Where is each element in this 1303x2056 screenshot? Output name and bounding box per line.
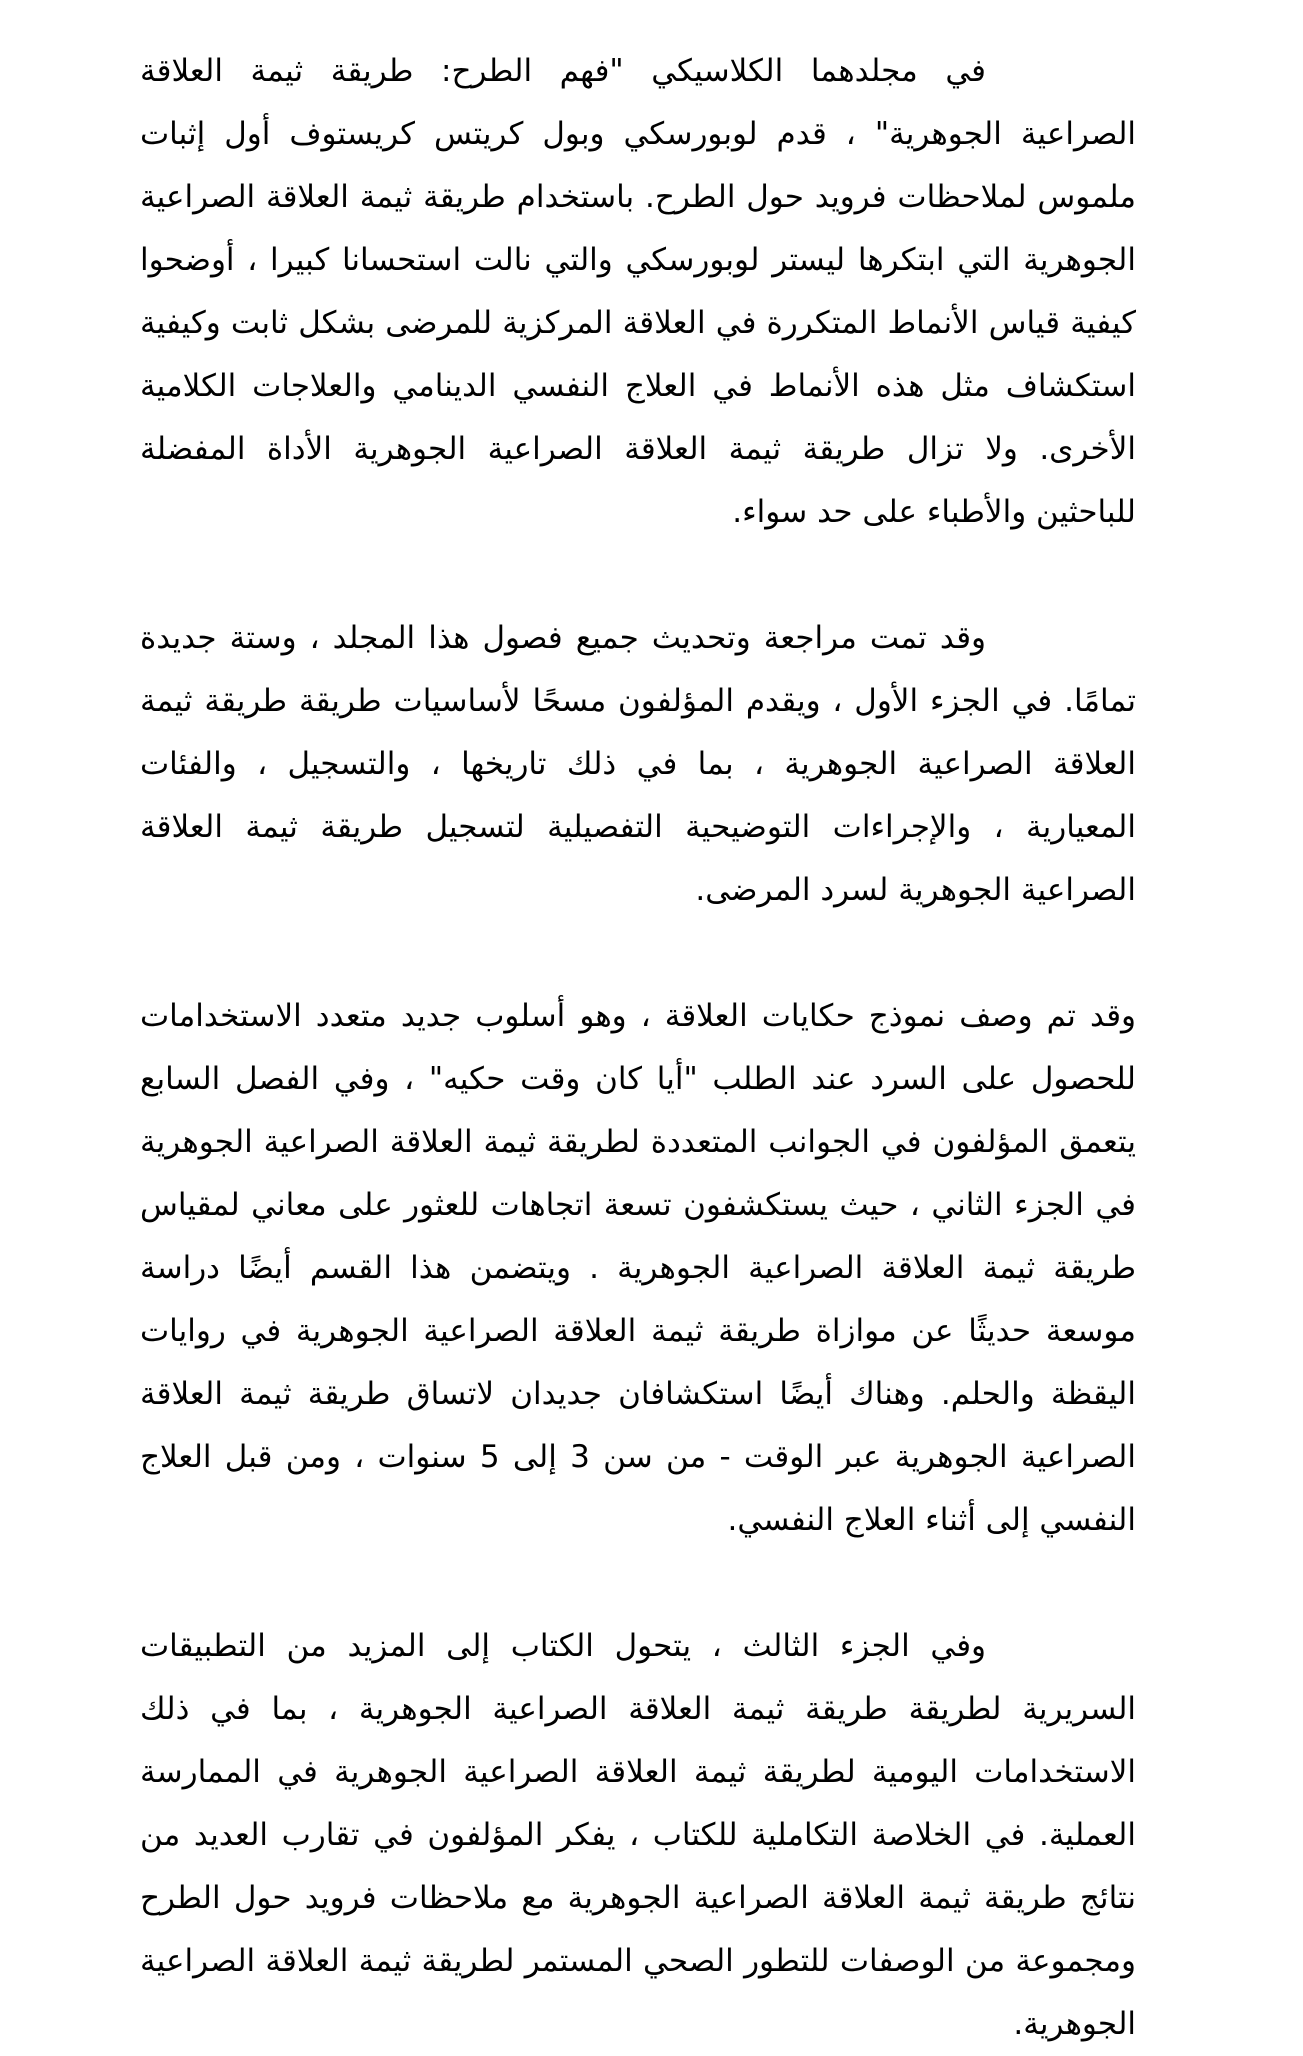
paragraph-1: في مجلدهما الكلاسيكي "فهم الطرح: طريقة ثيمة العلاقة الصراعية الجوهرية" ، قدم لوبورسكي وبول كريتس كريستوف أول إثبات ملموس لملاحظات فرويد حول الطرح. باستخدام طريقة ثيمة العلاقة الصراعية الجوهرية التي ابتكرها ليستر لوبورسكي والتي نالت استحسانا كبيرا ، أوضحوا كيفية قياس الأنماط المتكررة في العلاقة المركزية للمرضى بشكل ثابت وكيفية استكشاف مثل هذه الأنماط في العلاج النفسي الدينامي والعلاجات الكلامية الأخرى. ولا تزال طريقة ثيمة العلاقة الصراعية الجوهرية الأداة المفضلة للباحثين والأطباء على حد سواء. <box>140 53 1136 530</box>
paragraph-2: وقد تمت مراجعة وتحديث جميع فصول هذا المجلد ، وستة جديدة تمامًا. في الجزء الأول ، ويقدم المؤلفون مسحًا لأساسيات طريقة طريقة ثيمة العلاقة الصراعية الجوهرية ، بما في ذلك تاريخها ، والتسجيل ، والفئات المعيارية ، والإجراءات التوضيحية التفصيلية لتسجيل طريقة ثيمة العلاقة الصراعية الجوهرية لسرد المرضى. <box>140 620 1136 908</box>
paragraph-3: وقد تم وصف نموذج حكايات العلاقة ، وهو أسلوب جديد متعدد الاستخدامات للحصول على السرد عند الطلب "أيا كان وقت حكيه" ، وفي الفصل السابع يتعمق المؤلفون في الجوانب المتعددة لطريقة ثيمة العلاقة الصراعية الجوهرية في الجزء الثاني ، حيث يستكشفون تسعة اتجاهات للعثور على معاني لمقياس طريقة ثيمة العلاقة الصراعية الجوهرية . ويتضمن هذا القسم أيضًا دراسة موسعة حديثًا عن موازاة طريقة ثيمة العلاقة الصراعية الجوهرية في روايات اليقظة والحلم. وهناك أيضًا استكشافان جديدان لاتساق طريقة ثيمة العلاقة الصراعية الجوهرية عبر الوقت - من سن 3 إلى 5 سنوات ، ومن قبل العلاج النفسي إلى أثناء العلاج النفسي. <box>140 998 1136 1538</box>
document-body <box>140 40 1136 2056</box>
paragraph-4: وفي الجزء الثالث ، يتحول الكتاب إلى المزيد من التطبيقات السريرية لطريقة طريقة ثيمة العلاقة الصراعية الجوهرية ، بما في ذلك الاستخدامات اليومية لطريقة ثيمة العلاقة الصراعية الجوهرية في الممارسة العملية. في الخلاصة التكاملية للكتاب ، يفكر المؤلفون في تقارب العديد من نتائج طريقة ثيمة العلاقة الصراعية الجوهرية مع ملاحظات فرويد حول الطرح ومجموعة من الوصفات للتطور الصحي المستمر لطريقة ثيمة العلاقة الصراعية الجوهرية. <box>140 1628 1136 2042</box>
